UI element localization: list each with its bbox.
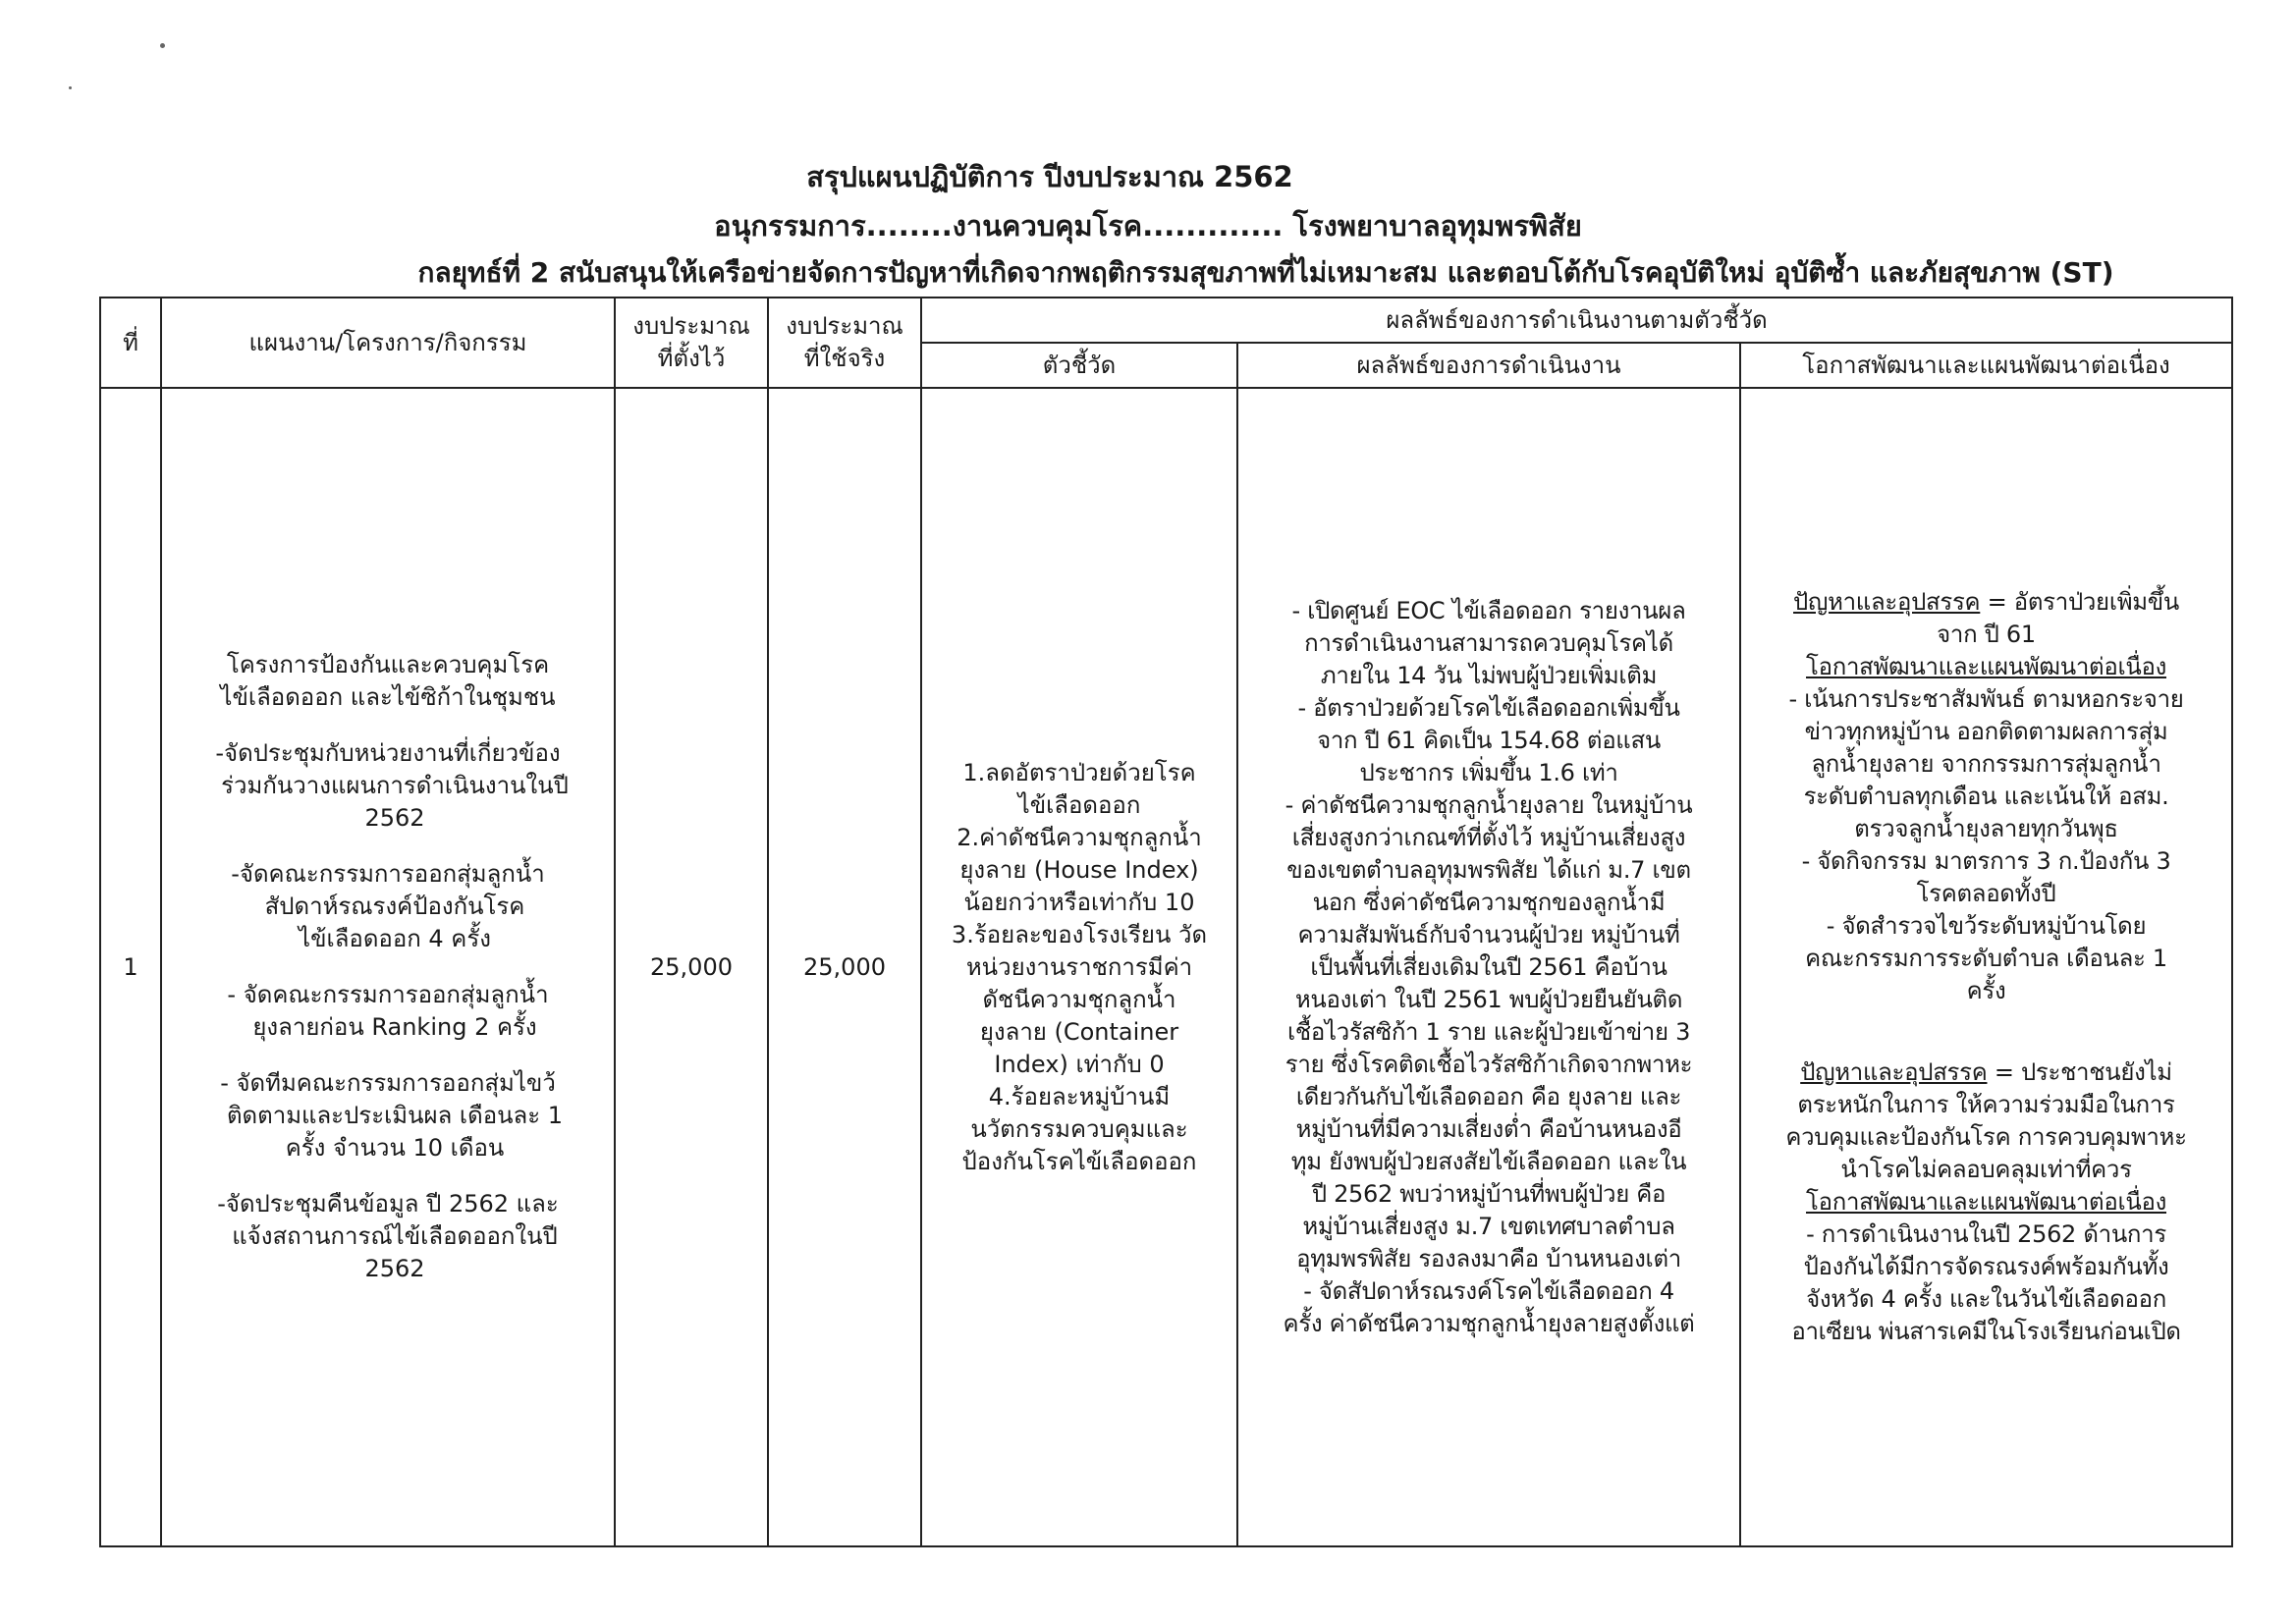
problem-line: ควบคุมและป้องกันโรค การควบคุมพาหะ	[1785, 1123, 2187, 1151]
activity-line: ครั้ง จำนวน 10 เดือน	[285, 1134, 505, 1162]
result-line: - จัดสัปดาห์รณรงค์โรคไข้เลือดออก 4	[1303, 1276, 1674, 1305]
result-line: หนองเต่า ในปี 2561 พบผู้ป่วยยืนยันติด	[1294, 985, 1683, 1013]
result-line: หมู่บ้านที่มีความเสี่ยงต่ำ คือบ้านหนองอี	[1295, 1114, 1682, 1143]
problem-line: นำโรคไม่คลอบคลุมเท่าที่ควร	[1840, 1156, 2132, 1183]
scan-speck	[69, 86, 72, 89]
activity-line: ร่วมกันวางแผนการดำเนินงานในปี	[221, 772, 569, 799]
development-line: ลูกน้ำยุงลาย จากกรรมการสุ่มลูกน้ำ	[1811, 750, 2161, 778]
indicator-line: 4.ร้อยละหมู่บ้านมี	[988, 1082, 1171, 1110]
strategy-line: กลยุทธ์ที่ 2 สนับสนุนให้เครือข่ายจัดการปัญหาที่เกิดจากพฤติกรรมสุขภาพที่ไม่เหมาะสม และตอบโต้กับโรคอุบัติใหม่ อุบัติซ้ำ และภัยสุขภาพ (ST)	[417, 256, 2114, 289]
budget-set-value: 25,000	[615, 388, 768, 1546]
result-line: จาก ปี 61 คิดเป็น 154.68 ต่อแสน	[1317, 726, 1661, 754]
document-title: สรุปแผนปฏิบัติการ ปีงบประมาณ 2562	[806, 160, 1293, 193]
problem-line: ตระหนักในการ ให้ความร่วมมือในการ	[1797, 1091, 2175, 1118]
col-header-no: ที่	[100, 298, 161, 388]
development-line: จังหวัด 4 ครั้ง และในวันไข้เลือดออก	[1806, 1285, 2166, 1313]
development-line: อาเซียน พ่นสารเคมีในโรงเรียนก่อนเปิด	[1791, 1318, 2181, 1345]
row-number: 1	[100, 388, 161, 1546]
result-line: อุทุมพรพิสัย รองลงมาคือ บ้านหนองเต่า	[1296, 1244, 1681, 1272]
result-line: ประชากร เพิ่มขึ้น 1.6 เท่า	[1359, 758, 1618, 786]
development-line: ข่าวทุกหมู่บ้าน ออกติดตามผลการสุ่ม	[1804, 718, 2168, 745]
activity-line: - จัดคณะกรรมการออกสุ่มลูกน้ำ	[227, 981, 549, 1008]
development-line: คณะกรรมการระดับตำบล เดือนละ 1	[1805, 945, 2167, 972]
result-line: ราย ซึ่งโรคติดเชื้อไวรัสซิก้าเกิดจากพาหะ	[1285, 1050, 1693, 1078]
activity-line: ยุงลายก่อน Ranking 2 ครั้ง	[252, 1013, 537, 1041]
result-line: นอก ซึ่งค่าดัชนีความชุกของลูกน้ำมี	[1312, 888, 1666, 916]
activity-line: ติดตามและประเมินผล เดือนละ 1	[226, 1102, 564, 1129]
result-line: ของเขตตำบลอุทุมพรพิสัย ได้แก่ ม.7 เขต	[1286, 855, 1691, 884]
result-line: ทุม ยังพบผู้ป่วยสงสัยไข้เลือดออก และใน	[1290, 1147, 1687, 1175]
result-line: ภายใน 14 วัน ไม่พบผู้ป่วยเพิ่มเติม	[1320, 661, 1658, 689]
activity-line: - จัดทีมคณะกรรมการออกสุ่มไขว้	[220, 1069, 556, 1097]
problem-text: = ประชาชนยังไม่	[1987, 1058, 2172, 1086]
col-header-budget-used-line1: งบประมาณ	[786, 312, 903, 340]
development-line: - การดำเนินงานในปี 2562 ด้านการ	[1806, 1220, 2166, 1248]
problem-line	[1741, 586, 2231, 619]
development-label: โอกาสพัฒนาและแผนพัฒนาต่อเนื่อง	[1806, 653, 2166, 680]
plan-cell	[161, 388, 615, 1546]
col-header-plan: แผนงาน/โครงการ/กิจกรรม	[161, 298, 615, 388]
activity-line: แจ้งสถานการณ์ไข้เลือดออกในปี	[232, 1222, 558, 1250]
opportunity-cell	[1740, 388, 2232, 1546]
problem-line: จาก ปี 61	[1937, 621, 2036, 648]
activity-line: 2562	[364, 804, 425, 832]
result-cell	[1237, 388, 1740, 1546]
result-line: เดียวกันกับไข้เลือดออก คือ ยุงลาย และ	[1295, 1082, 1682, 1110]
development-line: - เน้นการประชาสัมพันธ์ ตามหอกระจาย	[1788, 685, 2184, 713]
indicator-line: นวัตกรรมควบคุมและ	[970, 1114, 1188, 1143]
development-line: ครั้ง	[1966, 977, 2006, 1004]
activity-line: 2562	[364, 1255, 425, 1282]
development-line: ตรวจลูกน้ำยุงลายทุกวันพุธ	[1854, 815, 2118, 842]
indicator-line: 1.ลดอัตราป่วยด้วยโรค	[962, 758, 1196, 786]
indicator-line: ป้องกันโรคไข้เลือดออก	[961, 1147, 1197, 1175]
problem-label: ปัญหาและอุปสรรค	[1800, 1058, 1988, 1086]
col-header-indicator: ตัวชี้วัด	[921, 343, 1237, 388]
problem-text: = อัตราป่วยเพิ่มขึ้น	[1980, 588, 2179, 616]
indicator-cell	[921, 388, 1237, 1546]
col-header-result: ผลลัพธ์ของการดำเนินงาน	[1237, 343, 1740, 388]
indicator-line: 2.ค่าดัชนีความชุกลูกน้ำ	[957, 823, 1202, 851]
col-header-budget-used	[768, 298, 921, 388]
activity-line: -จัดประชุมคืนข้อมูล ปี 2562 และ	[217, 1190, 559, 1218]
result-line: หมู่บ้านเสี่ยงสูง ม.7 เขตเทศบาลตำบล	[1302, 1212, 1675, 1240]
table-row	[100, 388, 2232, 1546]
development-line: - จัดกิจกรรม มาตรการ 3 ก.ป้องกัน 3	[1801, 847, 2171, 875]
col-header-budget-set-line2: ที่ตั้งไว้	[657, 345, 726, 372]
indicator-line: ไข้เลือดออก	[1017, 790, 1141, 819]
result-line: - เปิดศูนย์ EOC ไข้เลือดออก รายงานผล	[1291, 596, 1686, 624]
project-title-line: โครงการป้องกันและควบคุมโรค	[226, 651, 550, 678]
indicator-line: ดัชนีความชุกลูกน้ำ	[982, 985, 1176, 1013]
col-header-budget-used-line2: ที่ใช้จริง	[803, 345, 886, 372]
result-line: ครั้ง ค่าดัชนีความชุกลูกน้ำยุงลายสูงตั้งแต่	[1283, 1309, 1695, 1337]
activity-line: -จัดคณะกรรมการออกสุ่มลูกน้ำ	[231, 860, 545, 888]
col-header-results-group: ผลลัพธ์ของการดำเนินงานตามตัวชี้วัด	[921, 298, 2232, 343]
indicator-line: น้อยกว่าหรือเท่ากับ 10	[963, 888, 1195, 916]
development-line: โรคตลอดทั้งปี	[1916, 880, 2056, 907]
result-line: ความสัมพันธ์กับจำนวนผู้ป่วย หมู่บ้านที่	[1297, 920, 1680, 948]
development-line: ป้องกันได้มีการจัดรณรงค์พร้อมกันทั้ง	[1803, 1253, 2169, 1280]
result-line: เป็นพื้นที่เสี่ยงเดิมในปี 2561 คือบ้าน	[1310, 952, 1667, 981]
subcommittee-line: อนุกรรมการ........งานควบคุมโรค............. โรงพยาบาลอุทุมพรพิสัย	[714, 209, 1582, 243]
result-line: - อัตราป่วยด้วยโรคไข้เลือดออกเพิ่มขึ้น	[1297, 693, 1680, 722]
development-line: - จัดสำรวจไขว้ระดับหมู่บ้านโดย	[1826, 912, 2147, 940]
activity-line: สัปดาห์รณรงค์ป้องกันโรค	[264, 893, 525, 920]
activity-line: -จัดประชุมกับหน่วยงานที่เกี่ยวข้อง	[215, 739, 561, 767]
result-line: เสี่ยงสูงกว่าเกณฑ์ที่ตั้งไว้ หมู่บ้านเสี่ยงสูง	[1291, 823, 1686, 851]
header-row-1	[100, 298, 2232, 343]
project-title-line: ไข้เลือดออก และไข้ซิก้าในชุมชน	[220, 683, 556, 711]
budget-used-value: 25,000	[768, 388, 921, 1546]
col-header-budget-set	[615, 298, 768, 388]
indicator-line: หน่วยงานราชการมีค่า	[965, 952, 1193, 981]
col-header-opportunity: โอกาสพัฒนาและแผนพัฒนาต่อเนื่อง	[1740, 343, 2232, 388]
indicator-line: ยุงลาย (House Index)	[959, 855, 1199, 884]
result-line: การดำเนินงานสามารถควบคุมโรคได้	[1304, 628, 1673, 657]
action-plan-table	[99, 297, 2233, 1547]
development-line: ระดับตำบลทุกเดือน และเน้นให้ อสม.	[1803, 783, 2169, 810]
result-line: - ค่าดัชนีความชุกลูกน้ำยุงลาย ในหมู่บ้าน	[1285, 790, 1693, 819]
development-label: โอกาสพัฒนาและแผนพัฒนาต่อเนื่อง	[1806, 1188, 2166, 1216]
result-line: ปี 2562 พบว่าหมู่บ้านที่พบผู้ป่วย คือ	[1311, 1179, 1667, 1208]
indicator-line: Index) เท่ากับ 0	[994, 1050, 1165, 1078]
indicator-line: 3.ร้อยละของโรงเรียน วัด	[951, 920, 1208, 948]
scan-speck	[160, 43, 165, 48]
indicator-line: ยุงลาย (Container	[979, 1017, 1179, 1046]
result-line: เชื้อไวรัสซิก้า 1 ราย และผู้ป่วยเข้าข่าย 3	[1286, 1017, 1691, 1046]
problem-line	[1741, 1056, 2231, 1089]
col-header-budget-set-line1: งบประมาณ	[632, 312, 750, 340]
problem-label: ปัญหาและอุปสรรค	[1793, 588, 1981, 616]
activity-line: ไข้เลือดออก 4 ครั้ง	[299, 925, 491, 952]
